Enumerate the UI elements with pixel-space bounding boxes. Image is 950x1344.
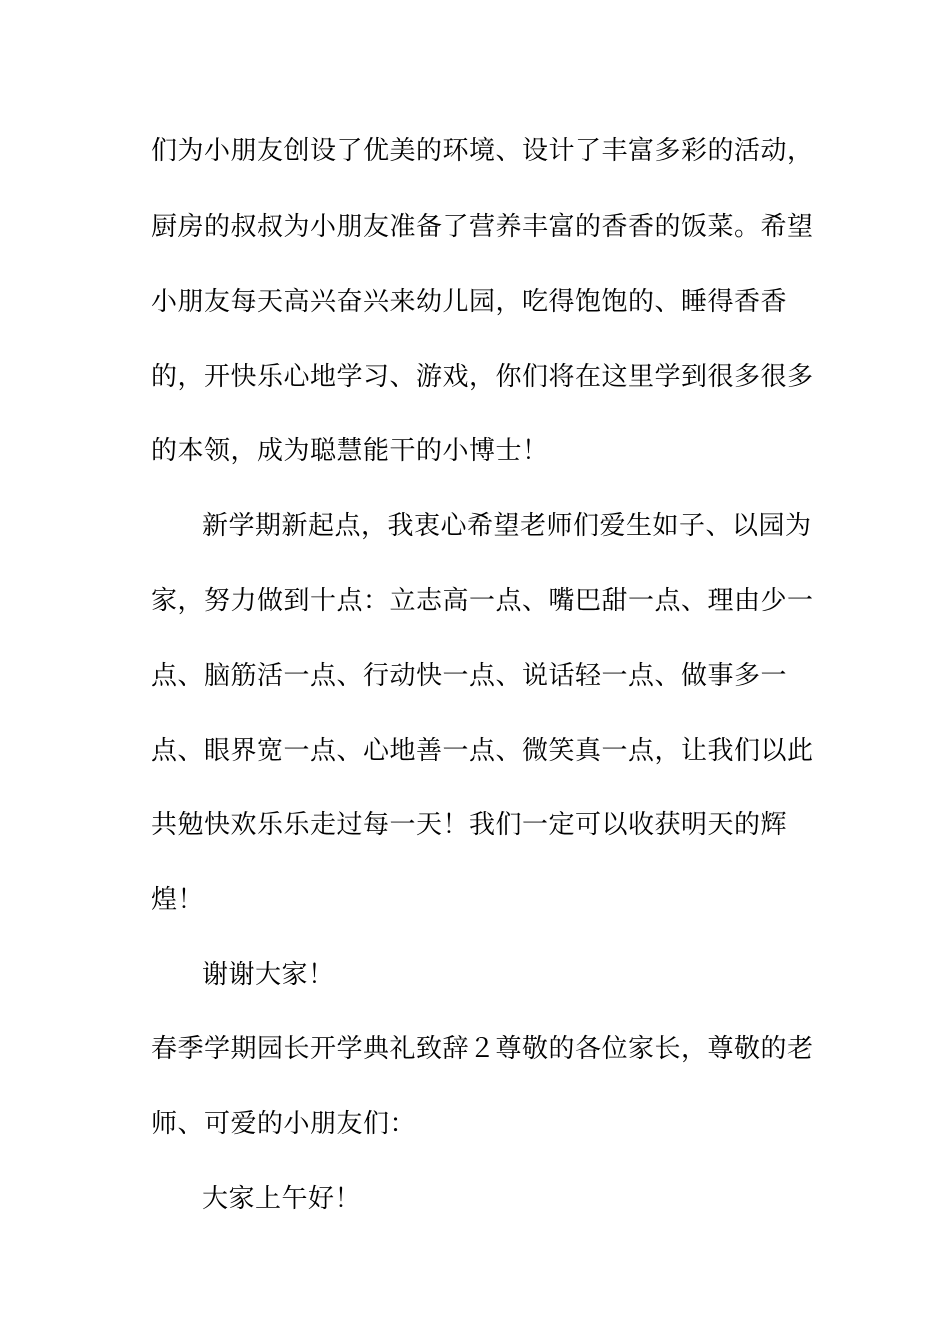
text-line: 的本领，成为聪慧能干的小博士！ <box>151 436 549 466</box>
text-line: 点、脑筋活一点、行动快一点、说话轻一点、做事多一 <box>151 661 788 691</box>
text-line: 们为小朋友创设了优美的环境、设计了丰富多彩的活动， <box>151 136 814 166</box>
text-line: 小朋友每天高兴奋兴来幼儿园，吃得饱饱的、睡得香香 <box>151 287 788 317</box>
greeting-line: 大家上午好！ <box>202 1184 362 1214</box>
paragraph-first-line: 新学期新起点，我衷心希望老师们爱生如子、以园为 <box>202 511 812 541</box>
salutation-line: 师、可爱的小朋友们： <box>151 1109 417 1139</box>
thanks-line: 谢谢大家！ <box>202 960 335 990</box>
text-line: 厨房的叔叔为小朋友准备了营养丰富的香香的饭菜。希望 <box>151 212 814 242</box>
text-line: 的，开快乐心地学习、游戏，你们将在这里学到很多很多 <box>151 362 814 392</box>
text-line: 共勉快欢乐乐走过每一天！我们一定可以收获明天的辉 <box>151 810 788 840</box>
text-line: 点、眼界宽一点、心地善一点、微笑真一点，让我们以此 <box>151 736 814 766</box>
text-line: 家，努力做到十点：立志高一点、嘴巴甜一点、理由少一 <box>151 586 814 616</box>
section-heading-line: 春季学期园长开学典礼致辞２尊敬的各位家长，尊敬的老 <box>151 1034 814 1064</box>
text-line: 煌！ <box>151 885 205 915</box>
